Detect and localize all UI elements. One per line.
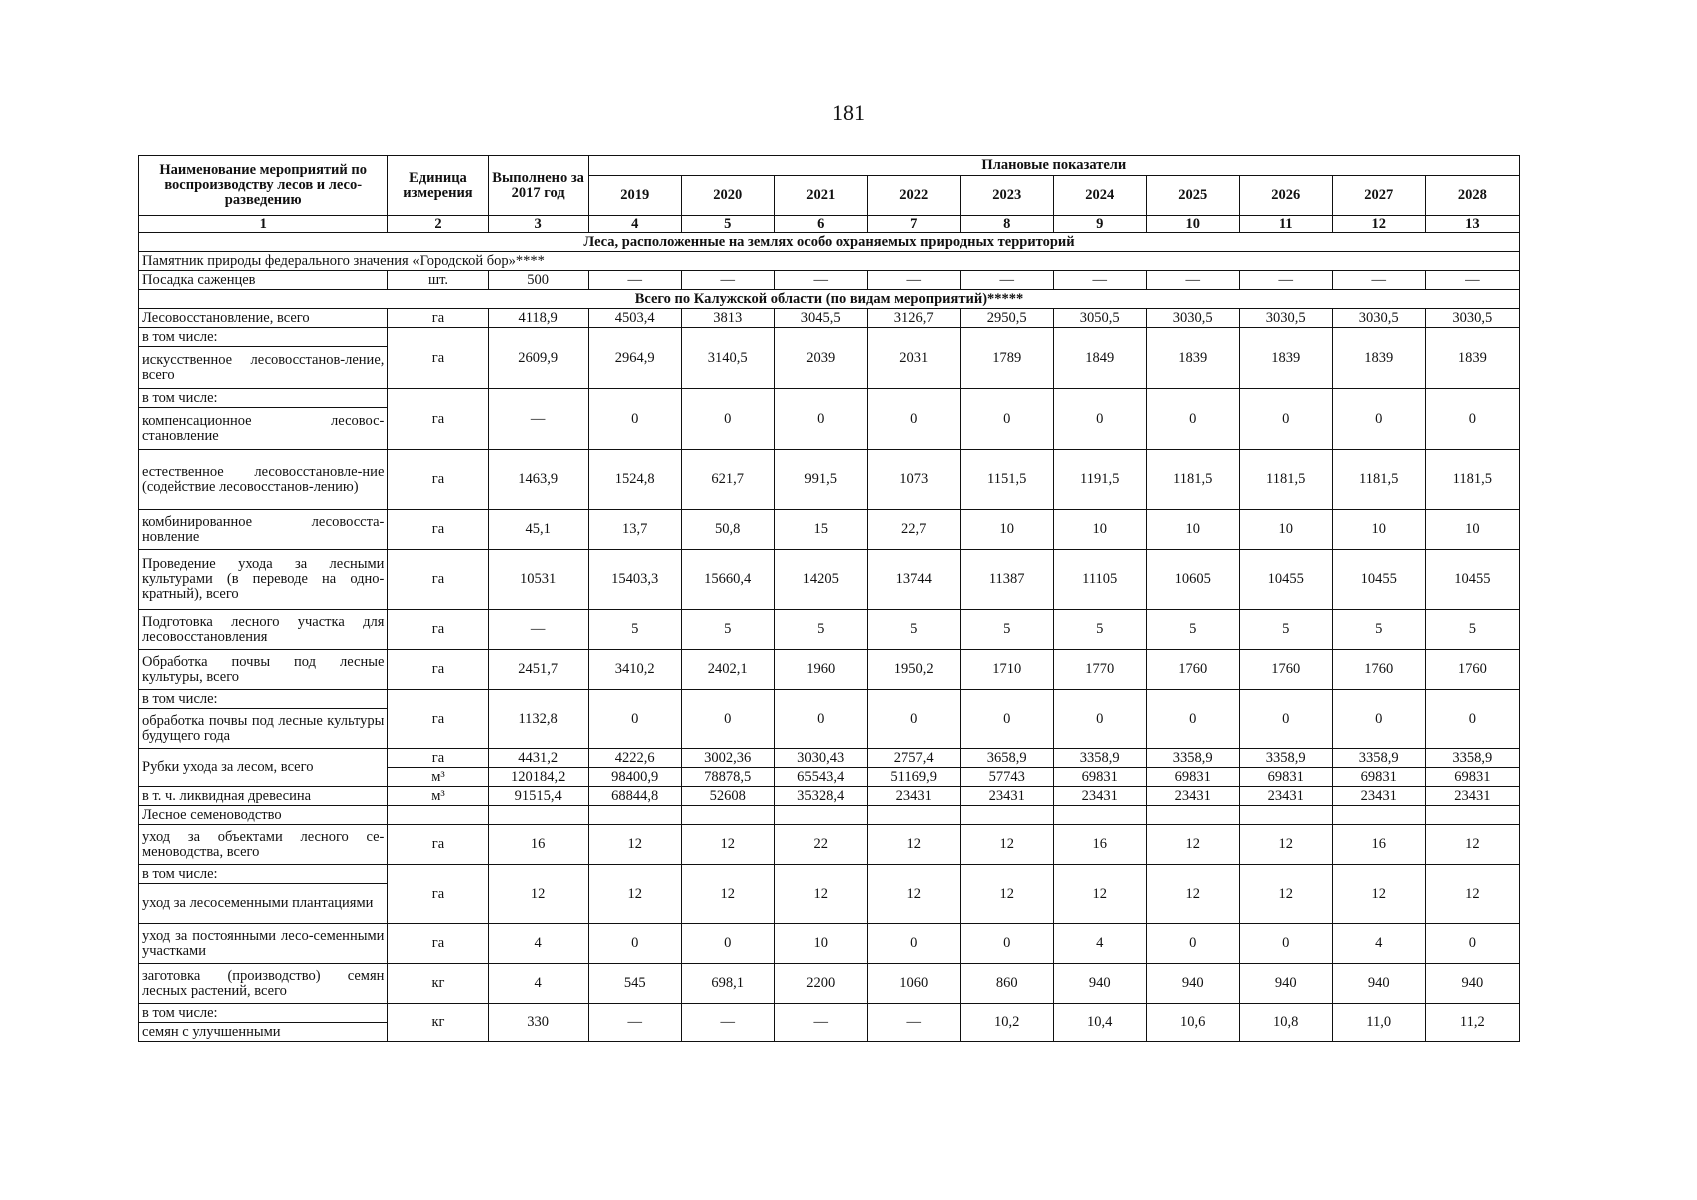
row-label: уход за лесосеменными плантациями (139, 884, 388, 924)
value-cell: 3030,43 (774, 749, 867, 768)
value-cell: 5 (1146, 610, 1239, 650)
value-cell: 13,7 (588, 510, 681, 550)
value-cell: 621,7 (681, 450, 774, 510)
table-row (139, 550, 1520, 610)
value-cell: 16 (1332, 825, 1425, 865)
value-cell: 4503,4 (588, 309, 681, 328)
value-cell: 12 (1239, 865, 1332, 924)
unit-cell: га (388, 328, 488, 389)
table-row (139, 650, 1520, 690)
reforestation-table (138, 155, 1520, 1042)
value-cell: 0 (774, 389, 867, 450)
value-cell: 1760 (1146, 650, 1239, 690)
value-cell: — (1332, 271, 1425, 290)
subsection-monument: Памятник природы федерального значения «Городской бор»**** (139, 252, 1520, 271)
value-cell: 15 (774, 510, 867, 550)
column-number-row (139, 216, 1520, 233)
value-cell: 16 (488, 825, 588, 865)
value-cell: 13744 (867, 550, 960, 610)
value-cell: 698,1 (681, 964, 774, 1004)
value-cell: 0 (588, 389, 681, 450)
value-cell: 3002,36 (681, 749, 774, 768)
value-cell: 10455 (1332, 550, 1425, 610)
value-cell: 4 (488, 924, 588, 964)
value-cell: 1839 (1332, 328, 1425, 389)
value-cell: 2609,9 (488, 328, 588, 389)
value-cell: 22,7 (867, 510, 960, 550)
col-number: 13 (1425, 216, 1519, 233)
incl-label: в том числе: (139, 865, 388, 884)
value-cell: 3030,5 (1146, 309, 1239, 328)
value-cell: 5 (867, 610, 960, 650)
value-cell: 5 (1425, 610, 1519, 650)
row-label: Посадка саженцев (139, 271, 388, 290)
value-cell: 98400,9 (588, 768, 681, 787)
year-header: 2026 (1239, 176, 1332, 216)
value-cell: 1760 (1332, 650, 1425, 690)
value-cell: 3358,9 (1239, 749, 1332, 768)
value-cell: — (681, 1004, 774, 1042)
value-cell: — (588, 271, 681, 290)
value-cell: — (960, 271, 1053, 290)
row-label: семян с улучшенными (139, 1023, 388, 1042)
value-cell: 1181,5 (1239, 450, 1332, 510)
value-cell: 4 (1332, 924, 1425, 964)
value-cell: 0 (1332, 690, 1425, 749)
page-number: 181 (832, 100, 865, 125)
value-cell: 1839 (1425, 328, 1519, 389)
row-label: Проведение ухода за лесными культурами (в переводе на одно-кратный), всего (139, 550, 388, 610)
value-cell: 860 (960, 964, 1053, 1004)
value-cell: 12 (774, 865, 867, 924)
value-cell: — (867, 271, 960, 290)
col-number: 9 (1053, 216, 1146, 233)
value-cell: 1524,8 (588, 450, 681, 510)
value-cell: 0 (1239, 389, 1332, 450)
value-cell: 69831 (1239, 768, 1332, 787)
value-cell: 12 (1425, 865, 1519, 924)
value-cell: 0 (1053, 389, 1146, 450)
value-cell: 12 (1146, 865, 1239, 924)
value-cell: 940 (1332, 964, 1425, 1004)
unit-cell: кг (388, 964, 488, 1004)
col-number: 1 (139, 216, 388, 233)
value-cell: 940 (1146, 964, 1239, 1004)
value-cell: 1950,2 (867, 650, 960, 690)
unit-cell: шт. (388, 271, 488, 290)
value-cell: 12 (1425, 825, 1519, 865)
value-cell: — (1053, 271, 1146, 290)
value-cell: 10 (774, 924, 867, 964)
value-cell: 1181,5 (1332, 450, 1425, 510)
value-cell: 1789 (960, 328, 1053, 389)
row-label: обработка почвы под лесные культуры будущего года (139, 709, 388, 749)
value-cell: 940 (1053, 964, 1146, 1004)
value-cell: 10 (960, 510, 1053, 550)
value-cell: 0 (1239, 924, 1332, 964)
year-header: 2023 (960, 176, 1053, 216)
value-cell: 10,8 (1239, 1004, 1332, 1042)
value-cell: 991,5 (774, 450, 867, 510)
value-cell: 0 (867, 389, 960, 450)
row-label: Лесовосстановление, всего (139, 309, 388, 328)
value-cell: 45,1 (488, 510, 588, 550)
value-cell: 11105 (1053, 550, 1146, 610)
value-cell: 3410,2 (588, 650, 681, 690)
value-cell: — (1425, 271, 1519, 290)
value-cell: 10 (1146, 510, 1239, 550)
header-done-2017: Выполнено за 2017 год (488, 156, 588, 216)
col-number: 8 (960, 216, 1053, 233)
value-cell: 1181,5 (1146, 450, 1239, 510)
value-cell: 78878,5 (681, 768, 774, 787)
value-cell: 23431 (1239, 787, 1332, 806)
value-cell: 10 (1332, 510, 1425, 550)
value-cell: 23431 (960, 787, 1053, 806)
row-label: уход за объектами лесного се-меноводства, всего (139, 825, 388, 865)
value-cell: 3658,9 (960, 749, 1053, 768)
table-row (139, 787, 1520, 806)
value-cell: 22 (774, 825, 867, 865)
value-cell: 12 (867, 825, 960, 865)
col-number: 3 (488, 216, 588, 233)
value-cell: 3358,9 (1425, 749, 1519, 768)
row-label: заготовка (производство) семян лесных растений, всего (139, 964, 388, 1004)
header-name: Наименование мероприятий по воспроизводству лесов и лесо-разведению (139, 156, 388, 216)
value-cell: 10455 (1239, 550, 1332, 610)
value-cell: 12 (960, 865, 1053, 924)
value-cell: 11,2 (1425, 1004, 1519, 1042)
year-header: 2020 (681, 176, 774, 216)
value-cell: 1060 (867, 964, 960, 1004)
value-cell: 10,4 (1053, 1004, 1146, 1042)
value-cell: 16 (1053, 825, 1146, 865)
value-cell: 12 (960, 825, 1053, 865)
table-row (139, 271, 1520, 290)
value-cell: 0 (681, 389, 774, 450)
value-cell: 10455 (1425, 550, 1519, 610)
value-cell: 1710 (960, 650, 1053, 690)
value-cell: 2402,1 (681, 650, 774, 690)
value-cell: 3030,5 (1332, 309, 1425, 328)
incl-label: в том числе: (139, 389, 388, 408)
value-cell: 3358,9 (1332, 749, 1425, 768)
row-label: Рубки ухода за лесом, всего (139, 749, 388, 787)
value-cell: 1960 (774, 650, 867, 690)
value-cell: — (488, 610, 588, 650)
value-cell: 15660,4 (681, 550, 774, 610)
value-cell: 10 (1425, 510, 1519, 550)
value-cell: 2451,7 (488, 650, 588, 690)
unit-cell: га (388, 550, 488, 610)
table-row (139, 924, 1520, 964)
value-cell: 1760 (1425, 650, 1519, 690)
value-cell: 23431 (1146, 787, 1239, 806)
year-header: 2019 (588, 176, 681, 216)
header-plan: Плановые показатели (588, 156, 1519, 176)
row-label: Обработка почвы под лесные культуры, всего (139, 650, 388, 690)
value-cell: 0 (1146, 690, 1239, 749)
value-cell: 5 (588, 610, 681, 650)
value-cell: 1151,5 (960, 450, 1053, 510)
row-label: Лесное семеноводство (139, 806, 388, 825)
value-cell: 5 (1053, 610, 1146, 650)
value-cell: 3126,7 (867, 309, 960, 328)
value-cell: 69831 (1053, 768, 1146, 787)
value-cell: 2200 (774, 964, 867, 1004)
col-number: 12 (1332, 216, 1425, 233)
value-cell: 35328,4 (774, 787, 867, 806)
value-cell: 10 (1053, 510, 1146, 550)
col-number: 2 (388, 216, 488, 233)
unit-cell: кг (388, 1004, 488, 1042)
unit-cell: га (388, 650, 488, 690)
year-header: 2025 (1146, 176, 1239, 216)
value-cell: 23431 (1332, 787, 1425, 806)
value-cell: 12 (588, 865, 681, 924)
value-cell: 5 (681, 610, 774, 650)
value-cell: 1132,8 (488, 690, 588, 749)
value-cell: — (588, 1004, 681, 1042)
value-cell: 23431 (1425, 787, 1519, 806)
value-cell: — (774, 271, 867, 290)
value-cell: 50,8 (681, 510, 774, 550)
value-cell: 5 (1239, 610, 1332, 650)
value-cell: 51169,9 (867, 768, 960, 787)
value-cell: 10531 (488, 550, 588, 610)
value-cell: 69831 (1146, 768, 1239, 787)
section-heading-kaluga: Всего по Калужской области (по видам мероприятий)***** (139, 290, 1520, 309)
value-cell: 2757,4 (867, 749, 960, 768)
unit-cell: м³ (388, 768, 488, 787)
value-cell: 5 (960, 610, 1053, 650)
value-cell: — (774, 1004, 867, 1042)
col-number: 5 (681, 216, 774, 233)
row-label: Подготовка лесного участка для лесовосстановления (139, 610, 388, 650)
unit-cell: га (388, 510, 488, 550)
row-label: компенсационное лесовос-становление (139, 408, 388, 450)
value-cell: 4 (488, 964, 588, 1004)
value-cell: 0 (588, 690, 681, 749)
value-cell: 12 (867, 865, 960, 924)
value-cell: 91515,4 (488, 787, 588, 806)
value-cell: 65543,4 (774, 768, 867, 787)
unit-cell: га (388, 610, 488, 650)
value-cell: 69831 (1425, 768, 1519, 787)
value-cell: 0 (867, 690, 960, 749)
value-cell: 23431 (867, 787, 960, 806)
value-cell: 1760 (1239, 650, 1332, 690)
value-cell: 3030,5 (1239, 309, 1332, 328)
value-cell: 0 (588, 924, 681, 964)
value-cell: 12 (1146, 825, 1239, 865)
value-cell: 0 (960, 924, 1053, 964)
value-cell: 1181,5 (1425, 450, 1519, 510)
col-number: 7 (867, 216, 960, 233)
value-cell: 5 (1332, 610, 1425, 650)
value-cell: 1770 (1053, 650, 1146, 690)
value-cell: 0 (1053, 690, 1146, 749)
row-label: уход за постоянными лесо-семенными участками (139, 924, 388, 964)
value-cell: 0 (1332, 389, 1425, 450)
value-cell: 1191,5 (1053, 450, 1146, 510)
value-cell: 940 (1239, 964, 1332, 1004)
unit-cell: га (388, 450, 488, 510)
value-cell: 10 (1239, 510, 1332, 550)
value-cell: 0 (1425, 389, 1519, 450)
value-cell: 120184,2 (488, 768, 588, 787)
value-cell: 330 (488, 1004, 588, 1042)
value-cell: 14205 (774, 550, 867, 610)
value-cell: 12 (1332, 865, 1425, 924)
value-cell: 12 (1053, 865, 1146, 924)
incl-label: в том числе: (139, 328, 388, 347)
table-row (139, 825, 1520, 865)
value-cell: 15403,3 (588, 550, 681, 610)
col-number: 6 (774, 216, 867, 233)
value-cell: 3030,5 (1425, 309, 1519, 328)
unit-cell: га (388, 865, 488, 924)
col-number: 10 (1146, 216, 1239, 233)
value-cell: 2039 (774, 328, 867, 389)
section-heading-protected: Леса, расположенные на землях особо охраняемых природных территорий (139, 233, 1520, 252)
row-label: комбинированное лесовосста-новление (139, 510, 388, 550)
value-cell: 57743 (960, 768, 1053, 787)
value-cell: 1839 (1239, 328, 1332, 389)
value-cell: 11387 (960, 550, 1053, 610)
value-cell: 52608 (681, 787, 774, 806)
value-cell: 545 (588, 964, 681, 1004)
incl-label: в том числе: (139, 690, 388, 709)
value-cell: 1849 (1053, 328, 1146, 389)
header-unit: Единица измерения (388, 156, 488, 216)
incl-label: в том числе: (139, 1004, 388, 1023)
value-cell: 11,0 (1332, 1004, 1425, 1042)
value-cell: 3358,9 (1053, 749, 1146, 768)
value-cell: 0 (960, 389, 1053, 450)
value-cell: 2031 (867, 328, 960, 389)
value-cell: 2950,5 (960, 309, 1053, 328)
value-cell: 10,6 (1146, 1004, 1239, 1042)
col-number: 4 (588, 216, 681, 233)
value-cell: 1839 (1146, 328, 1239, 389)
value-cell: 23431 (1053, 787, 1146, 806)
value-cell: 500 (488, 271, 588, 290)
value-cell: — (1239, 271, 1332, 290)
value-cell: — (681, 271, 774, 290)
value-cell: 12 (681, 825, 774, 865)
row-label: искусственное лесовосстанов-ление, всего (139, 347, 388, 389)
table-row (139, 510, 1520, 550)
value-cell: 3140,5 (681, 328, 774, 389)
value-cell: 0 (867, 924, 960, 964)
unit-cell: м³ (388, 787, 488, 806)
year-header: 2028 (1425, 176, 1519, 216)
value-cell: 5 (774, 610, 867, 650)
value-cell: 0 (774, 690, 867, 749)
value-cell: 0 (681, 690, 774, 749)
unit-cell: га (388, 825, 488, 865)
value-cell: 12 (1239, 825, 1332, 865)
value-cell: — (488, 389, 588, 450)
value-cell: 0 (960, 690, 1053, 749)
value-cell: 4222,6 (588, 749, 681, 768)
col-number: 11 (1239, 216, 1332, 233)
value-cell: 4 (1053, 924, 1146, 964)
table-row (139, 309, 1520, 328)
value-cell: 0 (1146, 389, 1239, 450)
value-cell: 3813 (681, 309, 774, 328)
unit-cell: га (388, 749, 488, 768)
value-cell: 3045,5 (774, 309, 867, 328)
value-cell: 69831 (1332, 768, 1425, 787)
year-header: 2024 (1053, 176, 1146, 216)
value-cell: 0 (681, 924, 774, 964)
value-cell: 3050,5 (1053, 309, 1146, 328)
value-cell: 1073 (867, 450, 960, 510)
year-header: 2021 (774, 176, 867, 216)
table-row (139, 450, 1520, 510)
unit-cell: га (388, 690, 488, 749)
table-row (139, 964, 1520, 1004)
value-cell: — (1146, 271, 1239, 290)
value-cell: 12 (588, 825, 681, 865)
table-row (139, 806, 1520, 825)
row-label: в т. ч. ликвидная древесина (139, 787, 388, 806)
value-cell: 0 (1146, 924, 1239, 964)
value-cell: 4118,9 (488, 309, 588, 328)
value-cell: 68844,8 (588, 787, 681, 806)
value-cell: 2964,9 (588, 328, 681, 389)
value-cell: 1463,9 (488, 450, 588, 510)
unit-cell: га (388, 309, 488, 328)
row-label: естественное лесовосстановле-ние (содействие лесовосстанов-лению) (139, 450, 388, 510)
value-cell: 12 (681, 865, 774, 924)
value-cell: — (867, 1004, 960, 1042)
unit-cell: га (388, 389, 488, 450)
value-cell: 12 (488, 865, 588, 924)
year-header: 2022 (867, 176, 960, 216)
year-header: 2027 (1332, 176, 1425, 216)
value-cell: 940 (1425, 964, 1519, 1004)
value-cell: 3358,9 (1146, 749, 1239, 768)
value-cell: 10605 (1146, 550, 1239, 610)
value-cell: 4431,2 (488, 749, 588, 768)
table-row (139, 610, 1520, 650)
value-cell: 0 (1425, 924, 1519, 964)
value-cell: 0 (1239, 690, 1332, 749)
unit-cell: га (388, 924, 488, 964)
value-cell: 0 (1425, 690, 1519, 749)
value-cell: 10,2 (960, 1004, 1053, 1042)
